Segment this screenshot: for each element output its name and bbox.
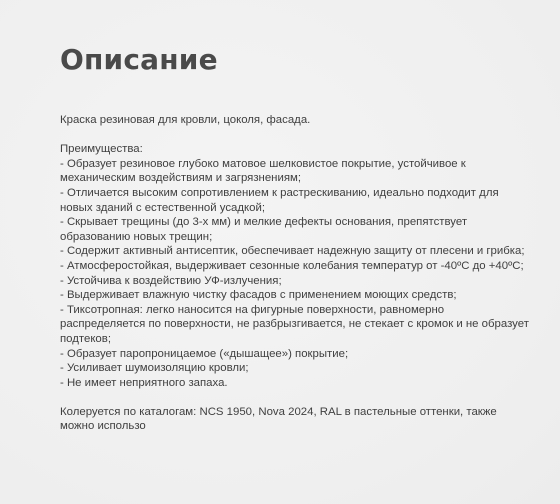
list-item: - Тиксотропная: легко наносится на фигурные поверхности, равномерно распределяется по поверхности, не разбрызгивается, не стекает с кромок и не образует подтеков; — [60, 303, 529, 345]
list-item: - Образует резиновое глубоко матовое шелковистое покрытие, устойчивое к механическим воздействиям и загрязнениям; — [60, 157, 466, 185]
outro-text: Колеруется по каталогам: NCS 1950, Nova 2024, RAL в пастельные оттенки, также можно использо — [60, 405, 497, 433]
intro-text: Краска резиновая для кровли, цоколя, фасада. — [60, 114, 311, 126]
list-item: - Содержит активный антисептик, обеспечивает надежную защиту от плесени и грибка; — [60, 245, 525, 258]
description-body — [60, 113, 530, 434]
list-item: - Выдерживает влажную чистку фасадов с применением моющих средств; — [60, 289, 457, 302]
advantages-list — [60, 157, 530, 391]
advantages-heading: Преимущества: — [60, 143, 143, 156]
list-item: - Усиливает шумоизоляцию кровли; — [60, 362, 249, 375]
list-item: - Атмосферостойкая, выдерживает сезонные колебания температур от -40ºС до +40ºС; — [60, 259, 524, 272]
list-item: - Не имеет неприятного запаха. — [60, 376, 228, 389]
list-item: - Отличается высоким сопротивлением к растрескиванию, идеально подходит для новых зданий с естественной усадкой; — [60, 186, 499, 214]
list-item: - Устойчива к воздействию УФ-излучения; — [60, 274, 282, 287]
page-title: Описание — [60, 43, 218, 76]
list-item: - Образует паропроницаемое («дышащее») покрытие; — [60, 347, 349, 360]
list-item: - Скрывает трещины (до 3-х мм) и мелкие дефекты основания, препятствует образованию новых трещин; — [60, 216, 468, 243]
